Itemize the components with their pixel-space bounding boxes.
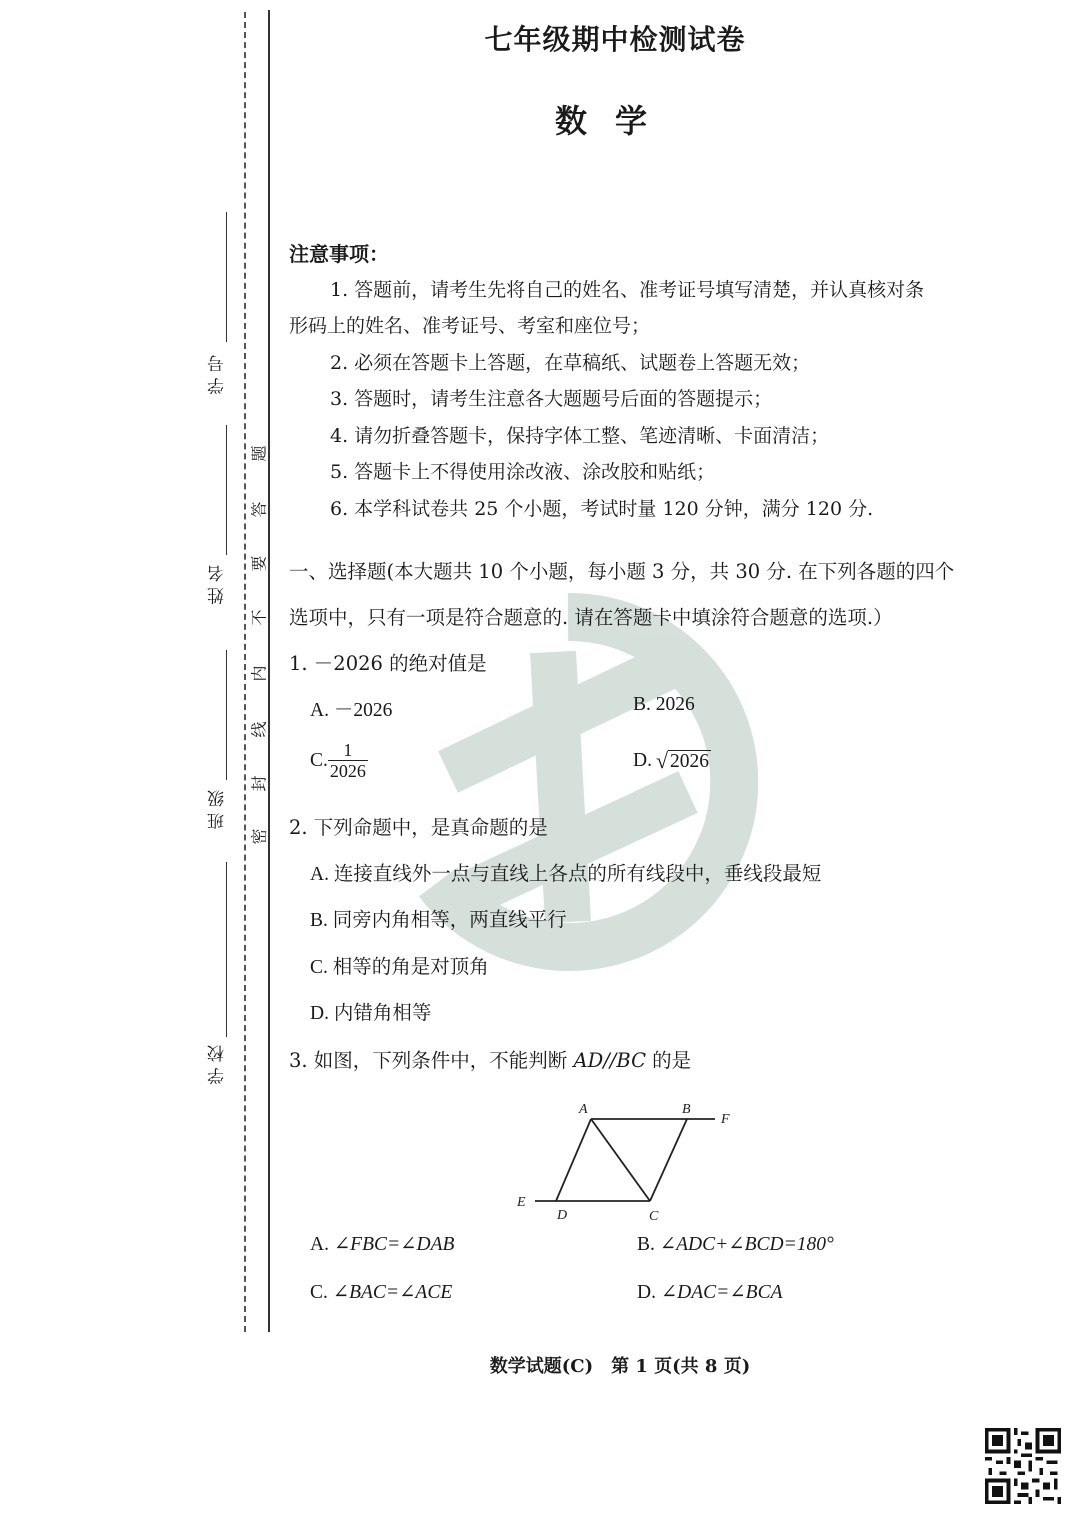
subject-title: 数学 <box>554 102 675 140</box>
note-item: 4. 请勿折叠答题卡，保持字体工整、笔迹清晰、卡面清洁； <box>330 425 830 447</box>
note-item: 形码上的姓名、准考证号、考室和座位号； <box>289 315 651 337</box>
student-id-line <box>226 212 227 342</box>
note-item: 6. 本学科试卷共 25 个小题，考试时量 120 分钟，满分 120 分. <box>330 498 874 520</box>
point-label-b: B <box>682 1102 691 1117</box>
fraction <box>328 740 368 781</box>
question-3-stem <box>289 1045 691 1073</box>
seal-char: 不 <box>249 609 269 626</box>
seal-char: 要 <box>249 555 269 572</box>
section-heading: 一、选择题(本大题共 10 个小题，每小题 3 分，共 30 分. 在下列各题的四个 <box>289 560 955 583</box>
square-root <box>656 750 711 773</box>
name-line <box>226 425 227 555</box>
q3-option-a-prefix: A. <box>310 1234 334 1255</box>
qr-code <box>985 1428 1061 1504</box>
class-line <box>226 650 227 780</box>
q3-option-b <box>637 1232 834 1256</box>
q3-stem-suffix: 的是 <box>645 1049 692 1072</box>
q3-option-d-prefix: D. <box>637 1282 661 1303</box>
seal-char: 答 <box>249 501 269 518</box>
q1-option-a: A. －2026 <box>310 700 393 721</box>
segment-AD <box>556 1119 591 1201</box>
page-footer: 数学试题(C) 第 1 页(共 8 页) <box>489 1356 751 1377</box>
q3-option-d <box>637 1280 783 1304</box>
q3-stem-prefix: 3. 如图，下列条件中，不能判断 <box>289 1049 574 1072</box>
point-label-a: A <box>579 1102 588 1117</box>
fraction-numerator: 1 <box>343 740 353 760</box>
note-item: 2. 必须在答题卡上答题，在草稿纸、试题卷上答题无效； <box>330 352 811 374</box>
q3-option-a <box>310 1232 454 1256</box>
q2-option-c: C. 相等的角是对顶角 <box>310 957 489 978</box>
q2-option-d: D. 内错角相等 <box>310 1003 432 1024</box>
q3-option-b-math: ∠ADC+∠BCD=180° <box>659 1234 834 1255</box>
segment-BC <box>650 1119 687 1201</box>
q3-option-b-prefix: B. <box>637 1234 660 1255</box>
note-item: 5. 答题卡上不得使用涂改液、涂改胶和贴纸； <box>330 461 716 483</box>
student-id-label: 学 号 <box>208 355 228 395</box>
point-label-e: E <box>517 1195 526 1210</box>
school-line <box>226 862 227 1037</box>
q3-option-c-prefix: C. <box>310 1282 333 1303</box>
q3-option-a-math: ∠FBC=∠DAB <box>333 1234 455 1255</box>
q3-stem-math: AD//BC <box>573 1049 646 1072</box>
q2-option-a: A. 连接直线外一点与直线上各点的所有线段中，垂线段最短 <box>310 864 822 885</box>
exam-title: 七年级期中检测试卷 <box>484 23 746 56</box>
point-label-c: C <box>649 1209 659 1224</box>
seal-char: 密 <box>249 828 269 845</box>
q1-option-c <box>310 740 368 781</box>
note-item: 1. 答题前，请考生先将自己的姓名、准考证号填写清楚，并认真核对条 <box>330 279 925 301</box>
seal-char: 线 <box>249 721 269 738</box>
radicand: 2026 <box>670 751 710 772</box>
geometry-figure <box>505 1095 755 1225</box>
class-label: 班 级 <box>208 790 228 830</box>
q1-option-d <box>633 750 711 773</box>
q3-option-d-math: ∠DAC=∠BCA <box>660 1282 783 1303</box>
school-label: 学 校 <box>208 1045 228 1085</box>
question-2-stem: 2. 下列命题中，是真命题的是 <box>289 816 548 839</box>
q2-option-b: B. 同旁内角相等，两直线平行 <box>310 910 567 931</box>
point-label-f: F <box>721 1112 730 1127</box>
fraction-denominator: 2026 <box>329 761 366 781</box>
q1-option-c-prefix: C. <box>310 749 328 771</box>
notes-heading: 注意事项： <box>289 242 389 266</box>
section-instructions: 选项中，只有一项是符合题意的. 请在答题卡中填涂符合题意的选项.） <box>289 606 893 629</box>
seal-char: 题 <box>249 445 269 462</box>
question-1-stem: 1. －2026 的绝对值是 <box>289 652 487 675</box>
note-item: 3. 答题时，请考生注意各大题题号后面的答题提示； <box>330 388 773 410</box>
q3-option-c-math: ∠BAC=∠ACE <box>332 1282 453 1303</box>
seal-char: 内 <box>249 665 269 682</box>
segment-AC <box>591 1119 650 1201</box>
radical-sign: √ <box>655 748 669 773</box>
q3-option-c <box>310 1280 452 1304</box>
name-label: 姓 名 <box>208 565 228 605</box>
q1-option-d-prefix: D. <box>633 750 652 771</box>
point-label-d: D <box>557 1208 568 1223</box>
q1-option-b: B. 2026 <box>633 694 695 715</box>
seal-char: 封 <box>249 775 269 792</box>
